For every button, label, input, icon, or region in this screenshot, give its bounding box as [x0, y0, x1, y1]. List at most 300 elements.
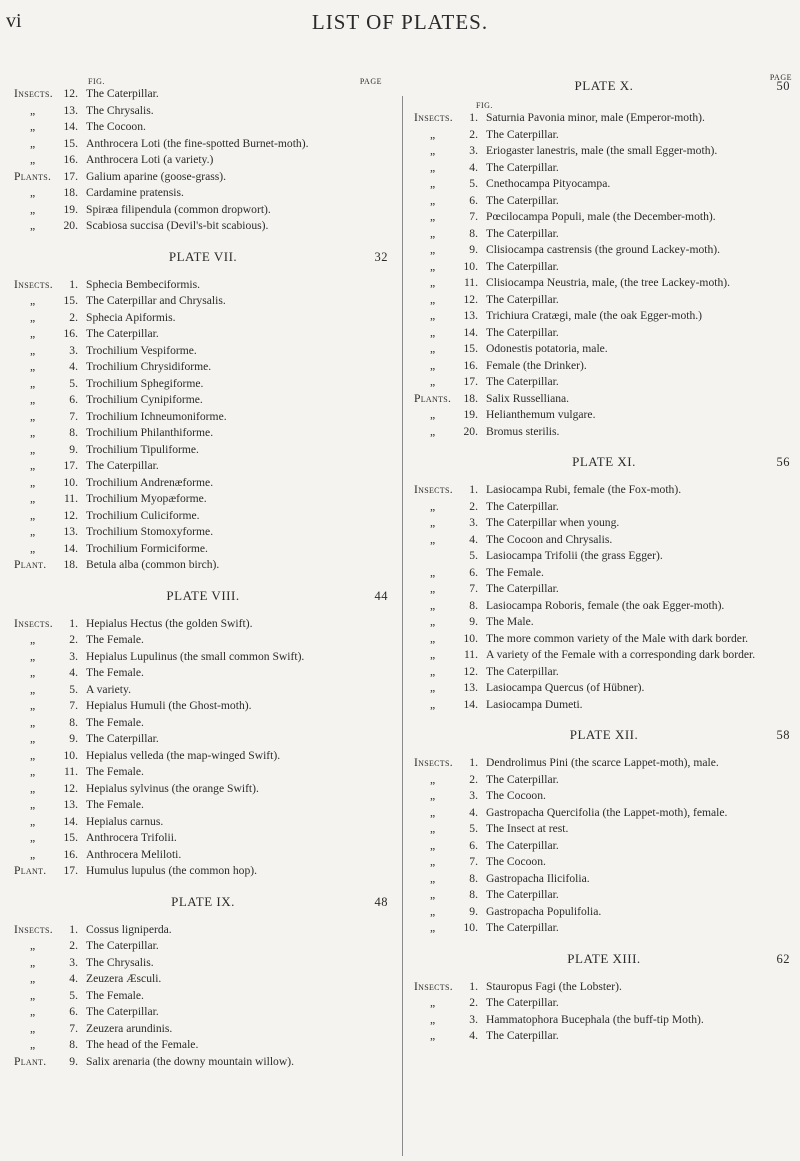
figure-caption: The Female.	[86, 798, 144, 811]
list-item	[414, 275, 794, 292]
figure-number: 17.	[63, 459, 78, 472]
entry-group: „	[430, 565, 436, 579]
left-plates	[14, 249, 392, 1071]
figure-caption: The Female.	[86, 765, 144, 778]
list-item	[14, 103, 392, 120]
entry-group: Insects.	[414, 483, 453, 496]
entry-group: „	[430, 921, 436, 934]
figure-caption: The Caterpillar.	[86, 327, 159, 340]
figure-number: 8.	[69, 715, 78, 729]
figure-number: 12.	[63, 781, 78, 795]
plate-page-number: 44	[374, 588, 388, 603]
entry-group: „	[430, 358, 436, 372]
figure-caption: The Chrysalis.	[86, 103, 154, 117]
list-item	[14, 202, 392, 219]
plate-title: PLATE VIII.	[166, 587, 240, 603]
figure-caption: Odonestis potatoria, male.	[486, 342, 608, 355]
plate-page-number: 58	[776, 728, 790, 742]
entry-group: „	[30, 748, 36, 762]
figure-caption: The Caterpillar.	[486, 1029, 559, 1042]
figure-number: 6.	[469, 838, 478, 852]
figure-caption: The Female.	[86, 666, 144, 679]
figure-caption: Trochilium Culiciforme.	[86, 508, 200, 522]
list-item	[14, 475, 392, 492]
list-item	[414, 110, 794, 127]
list-item	[14, 938, 392, 955]
figure-number: 11.	[63, 492, 78, 505]
list-item	[14, 310, 392, 327]
figure-number: 14.	[63, 120, 78, 133]
entry-group: „	[30, 294, 36, 307]
figure-caption: Spiræa filipendula (common dropwort).	[86, 202, 271, 216]
entry-group: „	[30, 186, 36, 199]
list-item	[414, 226, 794, 243]
list-item	[14, 1054, 392, 1071]
figure-caption: Trochilium Vespiforme.	[86, 343, 197, 357]
list-item	[14, 1004, 392, 1021]
list-item	[414, 871, 794, 888]
figure-caption: Hammatophora Bucephala (the buff-tip Moth).	[486, 1012, 704, 1026]
list-item	[414, 391, 794, 408]
figure-number: 13.	[63, 525, 78, 538]
figure-number: 4.	[469, 805, 478, 819]
entry-group: „	[430, 615, 436, 628]
figure-number: 12.	[463, 664, 478, 678]
figure-number: 18.	[63, 186, 78, 199]
list-item	[14, 731, 392, 748]
figure-caption: Hepialus Humuli (the Ghost-moth).	[86, 699, 252, 712]
entry-group: „	[430, 822, 436, 835]
figure-number: 16.	[63, 153, 78, 166]
figure-number: 9.	[469, 615, 478, 628]
figure-caption: Clisiocampa Neustria, male, (the tree Lackey-moth).	[486, 276, 731, 289]
figure-caption: Female (the Drinker).	[486, 358, 587, 372]
figure-number: 8.	[69, 426, 78, 439]
figure-number: 3.	[469, 144, 478, 157]
list-item	[14, 814, 392, 831]
figure-number: 8.	[469, 871, 478, 885]
entry-group: Insects.	[414, 756, 453, 769]
figure-number: 8.	[469, 888, 478, 901]
entry-group: „	[30, 732, 36, 745]
figure-number: 13.	[463, 681, 478, 694]
entry-group: „	[430, 648, 436, 661]
plate-page-number: 56	[776, 455, 790, 469]
figure-caption: Cardamine pratensis.	[86, 186, 184, 199]
list-item	[414, 193, 794, 210]
entry-group: „	[30, 376, 36, 390]
list-item	[414, 358, 794, 375]
figure-caption: Clisiocampa castrensis (the ground Lackey-moth).	[486, 243, 721, 256]
left-column	[14, 74, 392, 1070]
figure-number: 6.	[469, 565, 478, 579]
figure-caption: Anthrocera Loti (the fine-spotted Burnet-moth).	[86, 136, 309, 150]
entry-group: „	[430, 516, 436, 529]
figure-caption: The Chrysalis.	[86, 955, 154, 969]
figure-caption: The Female.	[86, 715, 144, 729]
figure-caption: The Caterpillar when young.	[486, 516, 620, 529]
plate-page-number: 32	[374, 249, 388, 264]
figure-number: 10.	[463, 631, 478, 645]
figure-number: 15.	[63, 831, 78, 844]
entry-group: „	[430, 193, 436, 207]
entry-group: Insects.	[414, 979, 453, 993]
figure-number: 3.	[69, 649, 78, 663]
figure-number: 20.	[463, 424, 478, 438]
entry-group: „	[430, 1029, 436, 1042]
list-item	[14, 748, 392, 765]
figure-number: 6.	[69, 393, 78, 406]
page-number: vi	[6, 10, 22, 32]
figure-number: 6.	[469, 193, 478, 207]
list-item	[14, 781, 392, 798]
entry-group: „	[430, 888, 436, 901]
figure-caption: Lasiocampa Roboris, female (the oak Egger-moth).	[486, 598, 725, 612]
figure-number: 4.	[69, 972, 78, 985]
list-item	[414, 1012, 794, 1029]
entry-group: „	[430, 375, 436, 388]
figure-number: 2.	[69, 939, 78, 952]
figure-number: 10.	[63, 748, 78, 762]
entry-group: „	[30, 120, 36, 133]
entry-group: „	[30, 136, 36, 150]
list-item	[14, 557, 392, 574]
column-divider	[402, 96, 403, 1156]
figure-caption: Lasiocampa Rubi, female (the Fox-moth).	[486, 483, 682, 496]
list-item	[14, 508, 392, 525]
figure-caption: Trochilium Stomoxyforme.	[86, 525, 214, 538]
figure-number: 1.	[69, 922, 78, 936]
figure-caption: The Caterpillar.	[486, 259, 559, 273]
list-item	[14, 764, 392, 781]
figure-number: 5.	[469, 177, 478, 190]
figure-caption: Stauropus Fagi (the Lobster).	[486, 979, 622, 993]
list-item	[414, 548, 794, 565]
figure-number: 6.	[69, 1005, 78, 1018]
figure-caption: Saturnia Pavonia minor, male (Emperor-moth).	[486, 111, 705, 124]
figure-number: 1.	[469, 111, 478, 124]
figure-number: 2.	[469, 772, 478, 786]
list-item	[414, 614, 794, 631]
list-item	[414, 772, 794, 789]
entry-group: „	[30, 459, 36, 472]
figure-caption: The Caterpillar.	[86, 1005, 159, 1018]
list-item	[414, 374, 794, 391]
list-item	[414, 499, 794, 516]
list-item	[14, 682, 392, 699]
list-item	[14, 649, 392, 666]
entry-group: „	[430, 160, 436, 174]
plate-page-number: 62	[776, 951, 790, 966]
plate-page-number: 48	[374, 894, 388, 909]
entry-group: „	[30, 525, 36, 538]
list-item	[14, 185, 392, 202]
figure-number: 4.	[469, 532, 478, 546]
entry-group: „	[430, 598, 436, 612]
figure-number: 2.	[69, 310, 78, 324]
figure-caption: Lasiocampa Dumeti.	[486, 697, 583, 711]
figure-caption: Trochilium Formiciforme.	[86, 541, 208, 555]
figure-number: 8.	[69, 1038, 78, 1051]
list-item	[414, 854, 794, 871]
figure-number: 7.	[469, 855, 478, 868]
figure-number: 14.	[63, 541, 78, 555]
figure-number: 17.	[63, 169, 78, 183]
entry-group: „	[30, 814, 36, 828]
list-item	[414, 995, 794, 1012]
entry-group: „	[30, 1005, 36, 1018]
figure-caption: Trichiura Cratægi, male (the oak Egger-moth.)	[486, 309, 703, 322]
figure-caption: Cnethocampa Pityocampa.	[486, 177, 611, 190]
figure-number: 7.	[69, 1021, 78, 1035]
figure-caption: The Female.	[86, 633, 144, 646]
plate-heading	[414, 454, 794, 472]
entry-group: „	[30, 633, 36, 646]
figure-number: 3.	[69, 343, 78, 357]
figure-number: 1.	[469, 756, 478, 769]
list-item	[414, 1028, 794, 1045]
plate-heading	[14, 249, 392, 267]
list-item	[14, 971, 392, 988]
entry-group: „	[430, 805, 436, 819]
page-header	[0, 10, 800, 38]
entry-group: „	[30, 327, 36, 340]
figure-caption: Hepialus Lupulinus (the small common Swift).	[86, 649, 305, 663]
list-item	[14, 955, 392, 972]
figure-caption: Salix Russelliana.	[486, 391, 570, 405]
fig-label: FIG.	[88, 77, 105, 86]
entry-group: „	[30, 360, 36, 373]
figure-number: 17.	[463, 375, 478, 388]
figure-caption: The Caterpillar.	[486, 582, 559, 595]
plate-heading	[14, 894, 392, 912]
figure-number: 5.	[69, 682, 78, 696]
figure-caption: The Caterpillar.	[486, 772, 559, 786]
figure-number: 4.	[469, 160, 478, 174]
entry-group: „	[430, 243, 436, 256]
figure-caption: The Caterpillar.	[486, 292, 559, 306]
entry-group: „	[30, 202, 36, 216]
entry-group: „	[30, 781, 36, 795]
figure-caption: The Caterpillar.	[486, 838, 559, 852]
list-item	[414, 647, 794, 664]
figure-caption: Lasiocampa Trifolii (the grass Egger).	[486, 549, 663, 562]
figure-caption: The Caterpillar.	[486, 375, 559, 388]
entry-group: Insects.	[14, 277, 53, 291]
figure-number: 10.	[463, 921, 478, 934]
list-item	[414, 755, 794, 772]
figure-caption: Trochilium Chrysidiforme.	[86, 360, 212, 373]
entry-group: „	[430, 309, 436, 322]
figure-number: 14.	[463, 697, 478, 711]
entry-group: „	[430, 789, 436, 802]
list-item	[14, 152, 392, 169]
entry-group: „	[30, 955, 36, 969]
list-item	[414, 532, 794, 549]
figure-number: 15.	[463, 342, 478, 355]
figure-number: 2.	[469, 499, 478, 513]
list-item	[14, 359, 392, 376]
list-item	[14, 218, 392, 235]
figure-number: 5.	[69, 376, 78, 390]
figure-caption: The Caterpillar.	[486, 127, 559, 141]
list-item	[14, 277, 392, 294]
entry-group: „	[30, 765, 36, 778]
entry-group: „	[30, 103, 36, 117]
entry-group: „	[430, 144, 436, 157]
figure-caption: Zeuzera arundinis.	[86, 1021, 173, 1035]
figure-number: 3.	[69, 955, 78, 969]
fig-label: FIG.	[476, 101, 493, 110]
list-item	[14, 988, 392, 1005]
figure-caption: Zeuzera Æsculi.	[86, 972, 162, 985]
figure-caption: Trochilium Myopæforme.	[86, 492, 207, 505]
entry-group: Plant.	[14, 864, 47, 877]
list-item	[414, 209, 794, 226]
entry-group: „	[30, 666, 36, 679]
figure-caption: The Cocoon.	[486, 855, 546, 868]
entry-group: „	[430, 838, 436, 852]
figure-caption: Trochilium Sphegiforme.	[86, 376, 204, 390]
figure-number: 14.	[63, 814, 78, 828]
list-item	[414, 341, 794, 358]
figure-number: 1.	[469, 979, 478, 993]
figure-number: 2.	[469, 127, 478, 141]
list-item	[414, 680, 794, 697]
page-label: PAGE	[359, 77, 382, 86]
figure-caption: Betula alba (common birch).	[86, 558, 220, 571]
figure-caption: Eriogaster lanestris, male (the small Egger-moth).	[486, 144, 718, 157]
plate-title: PLATE VII.	[168, 248, 238, 264]
figure-caption: Gastropacha Quercifolia (the Lappet-moth), female.	[486, 805, 728, 819]
entry-group: „	[30, 475, 36, 489]
entry-group: „	[30, 409, 36, 423]
list-item	[414, 565, 794, 582]
continued-entries	[14, 86, 392, 235]
figure-number: 16.	[63, 847, 78, 861]
entry-group: „	[30, 426, 36, 439]
list-item	[414, 631, 794, 648]
figure-caption: Sphecia Apiformis.	[86, 310, 176, 324]
entry-group: „	[30, 1038, 36, 1051]
list-item	[414, 581, 794, 598]
figure-number: 3.	[469, 789, 478, 802]
figure-caption: The Female.	[486, 565, 544, 579]
figure-number: 1.	[69, 616, 78, 630]
figure-caption: Pœcilocampa Populi, male (the December-moth).	[486, 210, 716, 223]
figure-caption: Humulus lupulus (the common hop).	[86, 864, 257, 877]
list-item	[14, 863, 392, 880]
list-item	[414, 598, 794, 615]
list-item	[414, 176, 794, 193]
list-item	[414, 127, 794, 144]
entry-group: „	[30, 153, 36, 166]
figure-number: 20.	[63, 219, 78, 232]
list-item	[414, 407, 794, 424]
list-item	[414, 325, 794, 342]
entry-group: „	[430, 127, 436, 141]
entry-group: „	[430, 276, 436, 289]
figure-number: 9.	[69, 1054, 78, 1068]
entry-group: Plants.	[414, 391, 452, 405]
entry-group: „	[30, 682, 36, 696]
entry-group: „	[30, 1021, 36, 1035]
list-item	[14, 119, 392, 136]
figure-number: 1.	[69, 277, 78, 291]
entry-group: Insects.	[14, 616, 53, 630]
list-item	[414, 805, 794, 822]
entry-group: „	[30, 831, 36, 844]
figure-caption: The Female.	[86, 988, 144, 1002]
entry-group: „	[430, 681, 436, 694]
figure-caption: The Caterpillar.	[486, 226, 559, 240]
figure-caption: Gastropacha Populifolia.	[486, 904, 602, 918]
list-item	[14, 524, 392, 541]
plate-heading	[414, 727, 794, 745]
list-item	[14, 1037, 392, 1054]
list-item	[414, 160, 794, 177]
figure-caption: The Caterpillar.	[486, 499, 559, 513]
entry-group: „	[430, 697, 436, 711]
entry-group: „	[430, 855, 436, 868]
list-item	[414, 821, 794, 838]
figure-number: 10.	[63, 475, 78, 489]
figure-caption: The Insect at rest.	[486, 822, 569, 835]
figure-caption: Hepialus velleda (the map-winged Swift).	[86, 748, 281, 762]
entry-group: „	[430, 325, 436, 339]
figure-caption: The Cocoon.	[86, 120, 146, 133]
list-item	[414, 143, 794, 160]
list-item	[14, 442, 392, 459]
figure-number: 10.	[463, 259, 478, 273]
figure-number: 4.	[469, 1029, 478, 1042]
entry-group: „	[430, 292, 436, 306]
figure-number: 5.	[469, 549, 478, 562]
figure-caption: The Caterpillar.	[86, 939, 159, 952]
entry-group: Plant.	[14, 1054, 47, 1068]
list-item	[414, 979, 794, 996]
entry-group: „	[430, 499, 436, 513]
entry-group: „	[30, 939, 36, 952]
figure-caption: The more common variety of the Male with dark border.	[486, 631, 749, 645]
list-item	[414, 259, 794, 276]
entry-group: „	[430, 259, 436, 273]
figure-caption: The head of the Female.	[86, 1038, 199, 1051]
figure-caption: Sphecia Bembeciformis.	[86, 277, 200, 291]
list-item	[14, 425, 392, 442]
list-item	[414, 515, 794, 532]
figure-caption: Scabiosa succisa (Devil's-bit scabious).	[86, 219, 269, 232]
figure-caption: The Caterpillar.	[486, 193, 559, 207]
list-item	[414, 920, 794, 937]
entry-group: „	[430, 532, 436, 546]
figure-caption: Dendrolimus Pini (the scarce Lappet-moth), male.	[486, 756, 719, 769]
entry-group: „	[30, 219, 36, 232]
figure-number: 14.	[463, 325, 478, 339]
figure-caption: The Caterpillar and Chrysalis.	[86, 294, 226, 307]
figure-caption: Bromus sterilis.	[486, 424, 560, 438]
figure-number: 18.	[63, 558, 78, 571]
list-item	[14, 847, 392, 864]
figure-number: 4.	[69, 360, 78, 373]
figure-caption: Hepialus carnus.	[86, 814, 164, 828]
right-column	[414, 64, 794, 1045]
figure-caption: Trochilium Cynipiforme.	[86, 393, 203, 406]
plate-heading	[14, 588, 392, 606]
entry-group: „	[30, 988, 36, 1002]
entry-group: „	[430, 177, 436, 190]
figure-number: 11.	[463, 276, 478, 289]
